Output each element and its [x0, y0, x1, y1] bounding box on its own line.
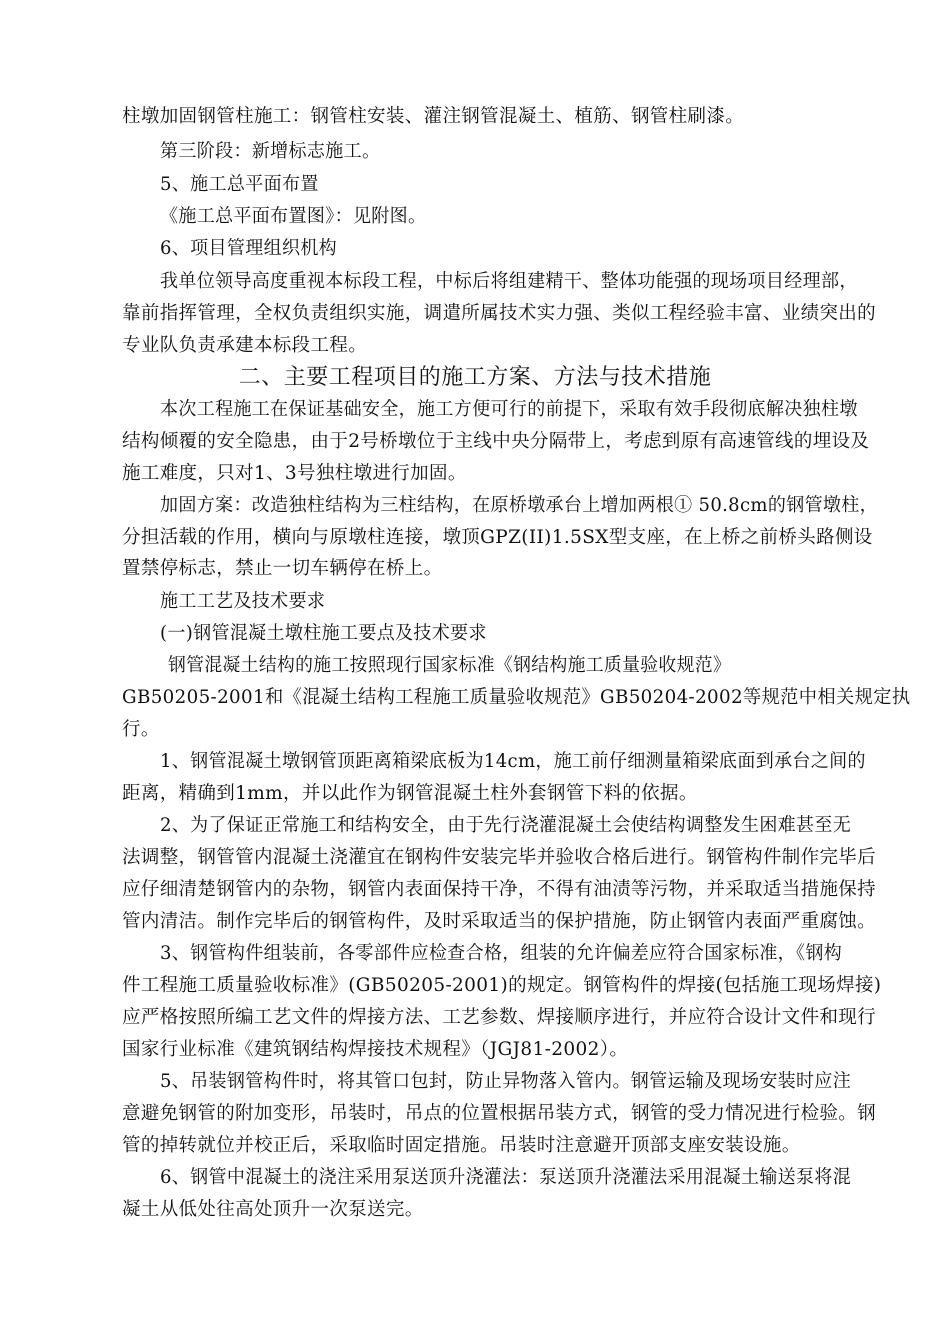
section-heading: 6、项目管理组织机构 [160, 238, 338, 259]
text-line: 6、钢管中混凝土的浇注采用泵送顶升浇灌法：泵送顶升浇灌法采用混凝土输送泵将混 [160, 1167, 852, 1188]
text-line: 距离，精确到1mm，并以此作为钢管混凝土柱外套钢管下料的依据。 [122, 783, 698, 804]
text-line: 件工程施工质量验收标准》(GB50205-2001)的规定。钢管构件的焊接(包括施工现场焊接) [122, 975, 882, 996]
text-line: 第三阶段：新增标志施工。 [160, 141, 381, 162]
chapter-heading: 二、主要工程项目的施工方案、方法与技术措施 [238, 365, 712, 390]
text-line: 柱墩加固钢管柱施工：钢管柱安装、灌注钢管混凝土、植筋、钢管柱刷漆。 [122, 106, 745, 127]
text-line: 国家行业标准《建筑钢结构焊接技术规程》（JGJ81-2002）。 [122, 1039, 629, 1060]
text-line: 分担活载的作用，横向与原墩柱连接，墩顶GPZ(II)1.5SX型支座，在上桥之前桥头路侧设 [122, 527, 873, 548]
text-line: 2、为了保证正常施工和结构安全，由于先行浇灌混凝土会使结构调整发生困难甚至无 [160, 815, 852, 836]
text-line: 管的掉转就位并校正后，采取临时固定措施。吊装时注意避开顶部支座安装设施。 [122, 1135, 801, 1156]
text-line: 置禁停标志，禁止一切车辆停在桥上。 [122, 558, 443, 579]
text-line: 靠前指挥管理，全权负责组织实施，调遣所属技术实力强、类似工程经验丰富、业绩突出的 [122, 303, 877, 324]
text-line: 法调整，钢管管内混凝土浇灌宜在钢构件安装完毕并验收合格后进行。钢管构件制作完毕后 [122, 847, 877, 868]
section-heading: 施工工艺及技术要求 [160, 591, 326, 612]
text-line: 凝土从低处往高处顶升一次泵送完。 [122, 1199, 424, 1220]
text-line: 加固方案：改造独柱结构为三柱结构，在原桥墩承台上增加两根① 50.8cm的钢管墩柱， [160, 495, 879, 516]
section-heading: (一)钢管混凝土墩柱施工要点及技术要求 [160, 623, 487, 644]
text-line: 应严格按照所编工艺文件的焊接方法、工艺参数、焊接顺序进行，并应符合设计文件和现行 [122, 1007, 877, 1028]
text-line: 结构倾覆的安全隐患，由于2号桥墩位于主线中央分隔带上，考虑到原有高速管线的埋设及 [122, 431, 870, 452]
text-line: 专业队负责承建本标段工程。 [122, 335, 368, 356]
text-line: 《施工总平面布置图》：见附图。 [160, 206, 427, 227]
text-line: 钢管混凝土结构的施工按照现行国家标准《钢结构施工质量验收规范》 [168, 655, 732, 676]
text-line: 1、钢管混凝土墩钢管顶距离箱梁底板为14cm，施工前仔细测量箱梁底面到承台之间的 [160, 751, 866, 772]
text-line: 我单位领导高度重视本标段工程，中标后将组建精干、整体功能强的现场项目经理部， [160, 271, 858, 292]
text-line: 管内清洁。制作完毕后的钢管构件，及时采取适当的保护措施，防止钢管内表面严重腐蚀。 [122, 911, 877, 932]
text-line: 施工难度，只对1、3号独柱墩进行加固。 [122, 463, 467, 484]
text-line: 5、吊装钢管构件时，将其管口包封，防止异物落入管内。钢管运输及现场安装时应注 [160, 1071, 852, 1092]
text-line: 3、钢管构件组装前，各零部件应检查合格，组装的允许偏差应符合国家标准，《钢构 [160, 943, 843, 964]
text-line: 行。 [122, 719, 160, 740]
text-line: 本次工程施工在保证基础安全，施工方便可行的前提下，采取有效手段彻底解决独柱墩 [160, 399, 858, 420]
section-heading: 5、施工总平面布置 [160, 174, 319, 195]
text-line: 意避免钢管的附加变形，吊装时，吊点的位置根据吊装方式，钢管的受力情况进行检验。钢 [122, 1103, 877, 1124]
text-line: 应仔细清楚钢管内的杂物，钢管内表面保持干净，不得有油渍等污物，并采取适当措施保持 [122, 879, 877, 900]
text-line: GB50205-2001和《混凝土结构工程施工质量验收规范》GB50204-2002等规范中相关规定执 [122, 687, 911, 708]
